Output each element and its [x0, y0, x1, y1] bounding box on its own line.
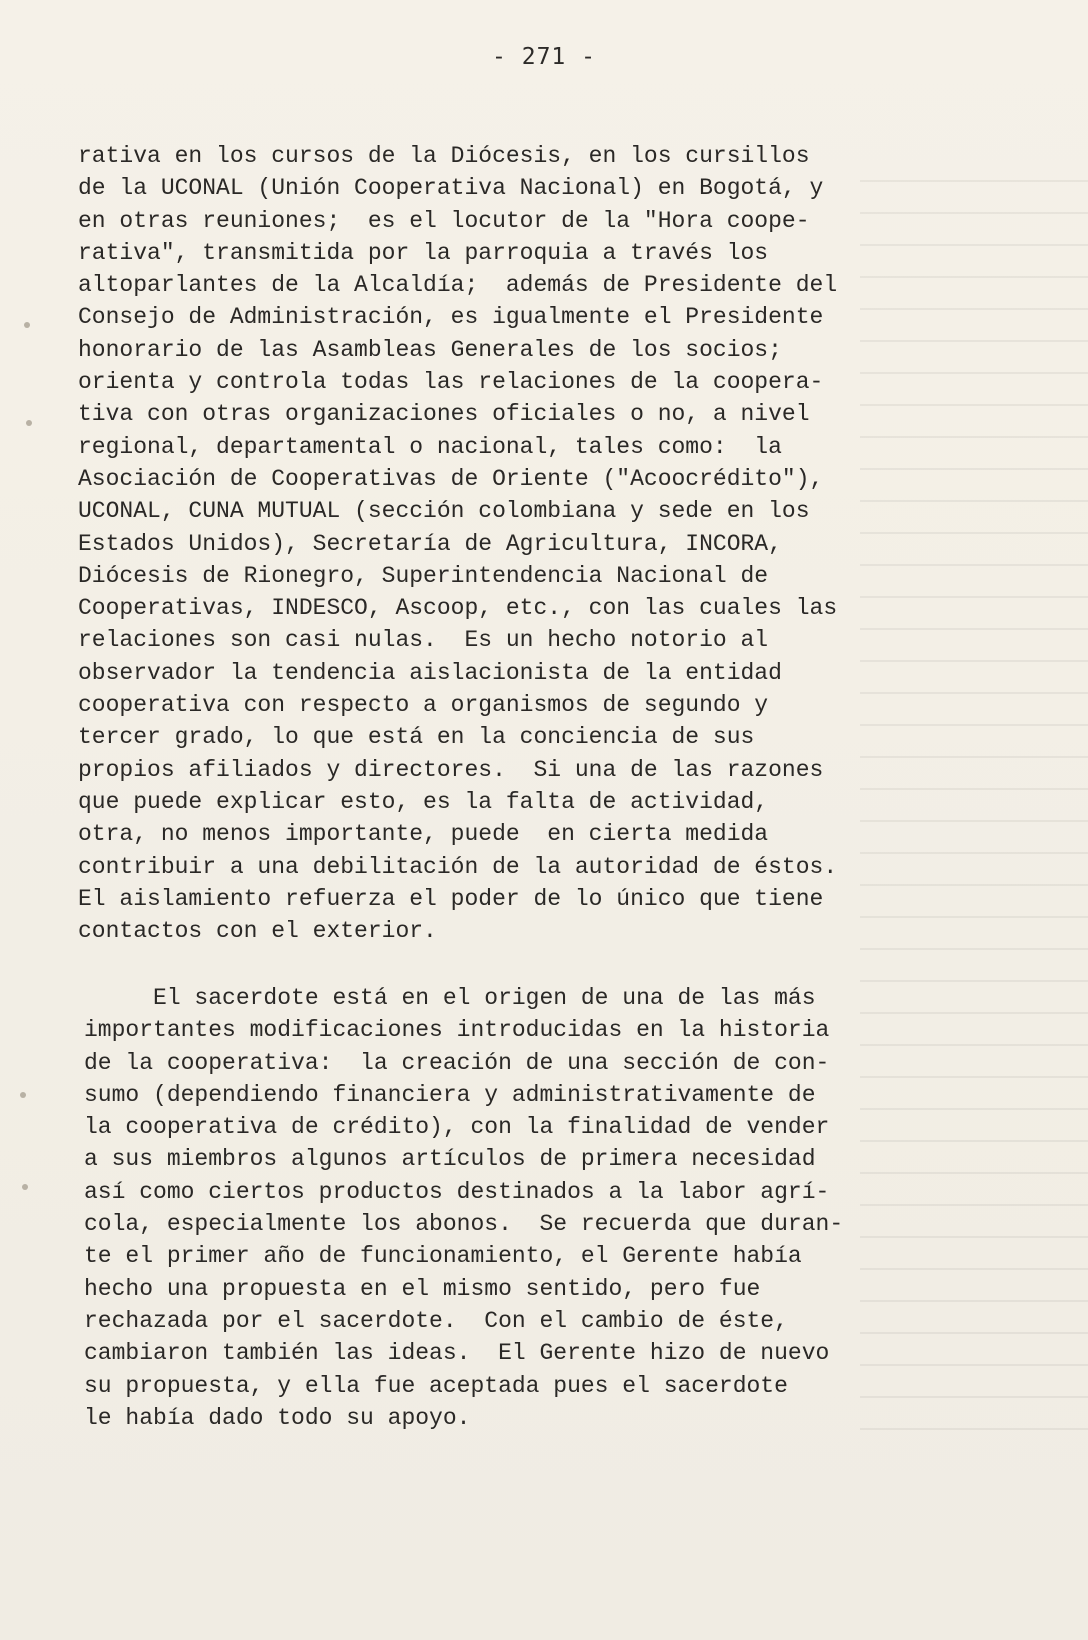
- text-line: que puede explicar esto, es la falta de actividad,: [78, 788, 769, 815]
- text-line: orienta y controla todas las relaciones de la coopera-: [78, 369, 824, 396]
- text-line: importantes modificaciones introducidas en la historia: [84, 1017, 830, 1044]
- text-line: la cooperativa de crédito), con la finalidad de vender: [84, 1114, 830, 1141]
- text-line: Asociación de Cooperativas de Oriente ("Acoocrédito"),: [78, 465, 824, 492]
- paper-speck: [22, 1184, 28, 1190]
- paragraph-1: [78, 140, 938, 947]
- text-line: rechazada por el sacerdote. Con el cambio de éste,: [84, 1307, 788, 1334]
- text-line: tiva con otras organizaciones oficiales o no, a nivel: [78, 401, 810, 428]
- text-line: Estados Unidos), Secretaría de Agricultura, INCORA,: [78, 530, 782, 557]
- text-line: cooperativa con respecto a organismos de segundo y: [78, 692, 769, 719]
- text-line: en otras reuniones; es el locutor de la "Hora coope-: [78, 207, 810, 234]
- paper-speck: [26, 420, 32, 426]
- text-line: Cooperativas, INDESCO, Ascoop, etc., con las cuales las: [78, 595, 838, 622]
- text-line: tercer grado, lo que está en la conciencia de sus: [78, 724, 755, 751]
- text-line: altoparlantes de la Alcaldía; además de Presidente del: [78, 272, 838, 299]
- text-line: de la cooperativa: la creación de una sección de con-: [84, 1049, 830, 1076]
- text-line: cola, especialmente los abonos. Se recuerda que duran-: [84, 1211, 844, 1238]
- text-line: te el primer año de funcionamiento, el Gerente había: [84, 1243, 802, 1270]
- text-line: El sacerdote está en el origen de una de las más: [84, 985, 816, 1011]
- text-line: otra, no menos importante, puede en cierta medida: [78, 821, 769, 848]
- text-line: UCONAL, CUNA MUTUAL (sección colombiana y sede en los: [78, 498, 810, 525]
- text-line: su propuesta, y ella fue aceptada pues el sacerdote: [84, 1372, 788, 1399]
- text-line: relaciones son casi nulas. Es un hecho notorio al: [78, 627, 769, 654]
- text-line: cambiaron también las ideas. El Gerente hizo de nuevo: [84, 1340, 830, 1367]
- text-line: rativa en los cursos de la Diócesis, en los cursillos: [78, 143, 810, 169]
- text-line: rativa", transmitida por la parroquia a través los: [78, 239, 769, 266]
- paragraph-2: [84, 982, 944, 1434]
- text-line: así como ciertos productos destinados a la labor agrí-: [84, 1178, 830, 1205]
- text-line: hecho una propuesta en el mismo sentido, pero fue: [84, 1275, 761, 1302]
- text-line: El aislamiento refuerza el poder de lo único que tiene: [78, 885, 824, 912]
- text-line: de la UCONAL (Unión Cooperativa Nacional) en Bogotá, y: [78, 175, 824, 202]
- text-line: observador la tendencia aislacionista de la entidad: [78, 659, 782, 686]
- text-line: Consejo de Administración, es igualmente el Presidente: [78, 304, 824, 331]
- paper-speck: [24, 322, 30, 328]
- text-line: sumo (dependiendo financiera y administrativamente de: [84, 1081, 816, 1108]
- text-line: regional, departamental o nacional, tales como: la: [78, 433, 782, 460]
- page-number: - 271 -: [492, 44, 596, 70]
- text-line: contribuir a una debilitación de la autoridad de éstos.: [78, 853, 838, 880]
- text-line: Diócesis de Rionegro, Superintendencia Nacional de: [78, 562, 769, 589]
- text-line: honorario de las Asambleas Generales de los socios;: [78, 336, 782, 363]
- text-line: propios afiliados y directores. Si una de las razones: [78, 756, 824, 783]
- text-line: contactos con el exterior.: [78, 918, 437, 945]
- text-line: a sus miembros algunos artículos de primera necesidad: [84, 1146, 816, 1173]
- text-line: le había dado todo su apoyo.: [84, 1404, 471, 1431]
- paper-speck: [20, 1092, 26, 1098]
